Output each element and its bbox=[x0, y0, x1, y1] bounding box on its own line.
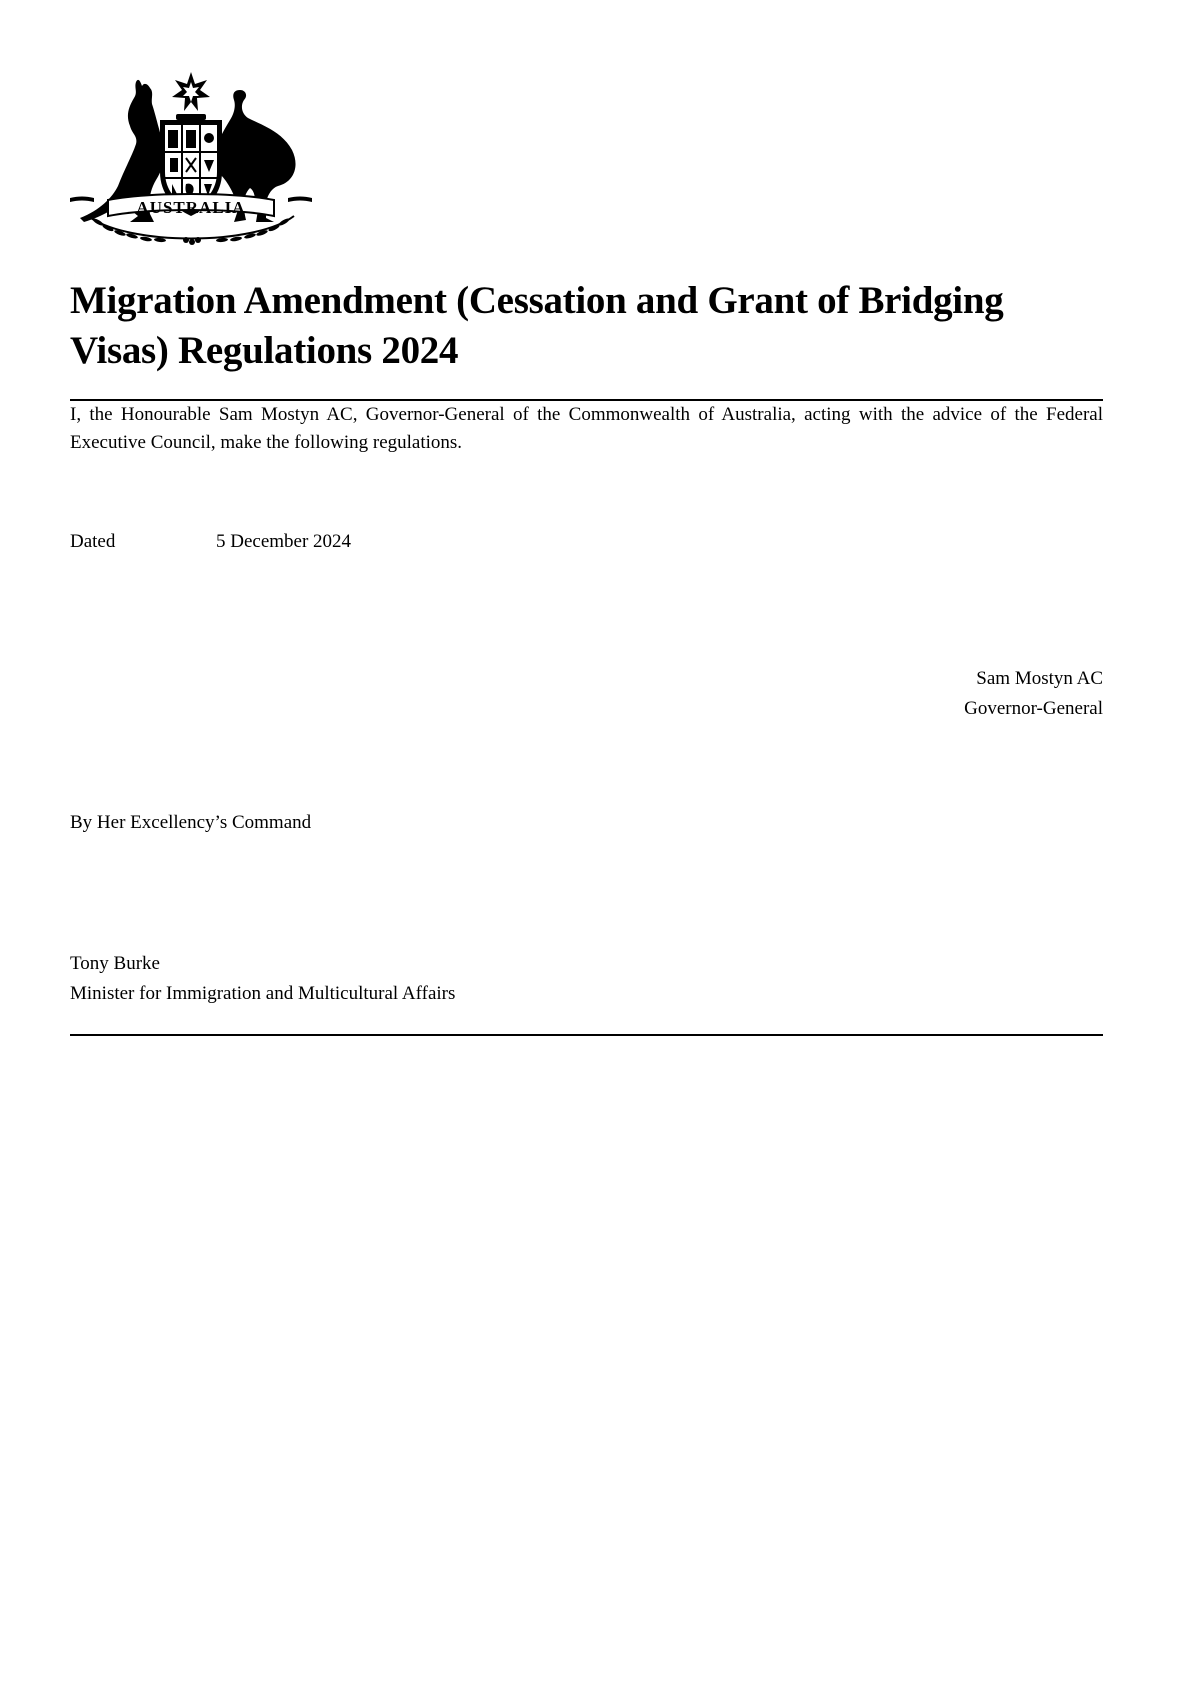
minister-name: Tony Burke bbox=[70, 953, 160, 974]
bottom-divider bbox=[70, 1034, 1103, 1036]
command-statement: By Her Excellency’s Command bbox=[70, 812, 312, 833]
crest-label: AUSTRALIA bbox=[136, 198, 246, 217]
dated-label: Dated bbox=[70, 531, 116, 552]
enacting-words: I, the Honourable Sam Mostyn AC, Governor-General of the Commonwealth of Australia, acting with the advice of the Federal Executive Council, make the following regulations. bbox=[70, 404, 1103, 453]
minister-title: Minister for Immigration and Multicultural Affairs bbox=[70, 983, 456, 1004]
dated-value: 5 December 2024 bbox=[216, 531, 352, 552]
coat-of-arms-icon bbox=[68, 70, 314, 248]
governor-general-name: Sam Mostyn AC bbox=[976, 668, 1103, 689]
governor-general-title: Governor-General bbox=[964, 698, 1103, 719]
regulation-title: Migration Amendment (Cessation and Grant of Bridging Visas) Regulations 2024 bbox=[70, 279, 1004, 372]
